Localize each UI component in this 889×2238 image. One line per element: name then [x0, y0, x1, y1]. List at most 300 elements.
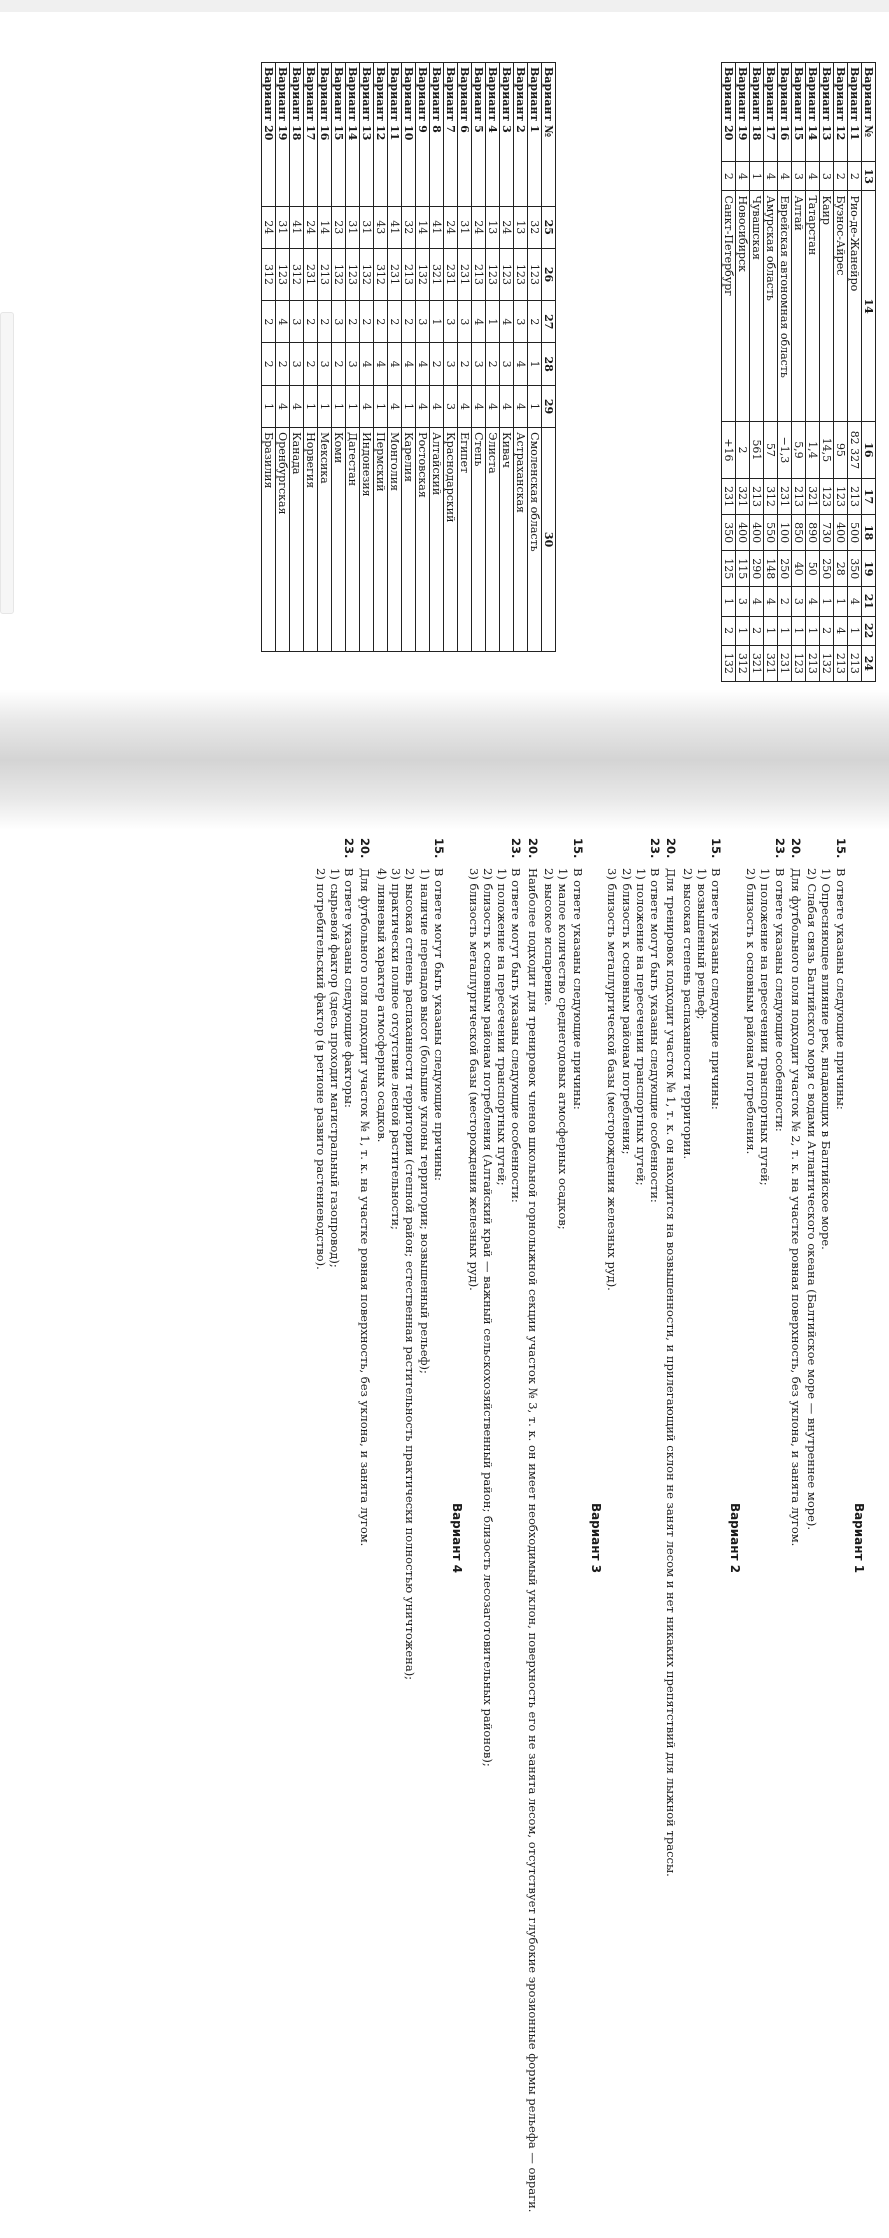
- table-cell: 321: [806, 479, 820, 515]
- table-cell: 312: [262, 248, 276, 300]
- table-cell: 4: [500, 301, 514, 343]
- table-row: [528, 63, 542, 652]
- table-cell: 1: [304, 385, 318, 427]
- v2-answer-15: 15. В ответе указаны следующие причины: 1) возвышенный рельеф; 2) высокая степень распаханности территории.: [680, 838, 724, 1160]
- table-cell: Индонезия: [360, 428, 374, 652]
- table-cell: 4: [458, 385, 472, 427]
- table-cell: Норвегия: [304, 428, 318, 652]
- table-cell: 1: [528, 343, 542, 385]
- table-cell: Вариант 1: [528, 63, 542, 207]
- table-cell: Вариант 19: [276, 63, 290, 207]
- table-row: [360, 63, 374, 652]
- table-cell: Алтай: [792, 191, 806, 421]
- table-cell: 132: [820, 645, 834, 681]
- table-cell: Вариант 7: [444, 63, 458, 207]
- header-cell: 13: [862, 162, 876, 191]
- answers-text-rotated: [311, 838, 868, 2238]
- table-row: [402, 63, 416, 652]
- table-row: [388, 63, 402, 652]
- table-cell: 312: [374, 248, 388, 300]
- table-cell: Амурская область: [764, 191, 778, 421]
- table-cell: 4: [750, 587, 764, 616]
- table-cell: 321: [430, 248, 444, 300]
- table-cell: 2: [834, 162, 848, 191]
- table-cell: 730: [820, 515, 834, 551]
- table-cell: 2: [750, 616, 764, 645]
- table-cell: Астраханская: [514, 428, 528, 652]
- table-cell: 1: [736, 616, 750, 645]
- table-cell: 4: [374, 343, 388, 385]
- v4-answer-20: 20. Для футбольного поля подходит участок № 1, т. к. на участке ровная поверхность, без уклона, и занята лугом.: [358, 838, 373, 1547]
- table-cell: 4: [764, 587, 778, 616]
- table-cell: 3: [472, 343, 486, 385]
- table-cell: 43: [374, 206, 388, 248]
- table-cell: Вариант 11: [388, 63, 402, 207]
- header-cell: 17: [862, 479, 876, 515]
- table-cell: 4: [402, 343, 416, 385]
- table-cell: 3: [444, 385, 458, 427]
- table-cell: 4: [276, 301, 290, 343]
- table-cell: 1: [346, 385, 360, 427]
- table-row: [500, 63, 514, 652]
- v1-answer-15: 15. В ответе указаны следующие причины: 1) Опресняющее влияние рек, впадающих в Балтийское море. 2) Слабая связь Балтийского моря с водами Атлантического океана (Балтийское море — внутреннее море).: [805, 838, 848, 1531]
- v2-answer-23: 23. В ответе могут быть указаны следующие особенности: 1) положение на пересечении транспортных путей; 2) близость к основным районам потребления; 3) близость металлургической базы (месторождения железных руд).: [605, 838, 663, 1291]
- table-cell: 4: [806, 587, 820, 616]
- table-row: [792, 63, 806, 682]
- table-cell: 1: [834, 587, 848, 616]
- table-row: [444, 63, 458, 652]
- table-cell: 500: [848, 515, 862, 551]
- variant-1-title: Вариант 1: [852, 1502, 866, 1574]
- table-cell: 4: [514, 385, 528, 427]
- table-cell: 1: [318, 385, 332, 427]
- table-cell: 4: [736, 162, 750, 191]
- table-cell: 2: [374, 301, 388, 343]
- table-cell: 1: [374, 385, 388, 427]
- table-cell: 28: [834, 551, 848, 587]
- table-cell: 14,5: [820, 421, 834, 478]
- table-row: [736, 63, 750, 682]
- table-cell: 4: [416, 343, 430, 385]
- table-cell: 95: [834, 421, 848, 478]
- v3-answer-23: 23. В ответе могут быть указаны следующие особенности: 1) положение на пересечении транспортных путей; 2) близость к основным районам потребления (Алтайский край — важный сельскохозяйственный район; близость лесозаготовительных районов); 3) близость металлургической базы (месторождения железных руд).: [466, 838, 524, 1767]
- header-cell: 30: [542, 428, 556, 652]
- table-row: [276, 63, 290, 652]
- v3-answer-15: 15. В ответе указаны следующие причины: 1) малое количество среднегодовых атмосферных осадков; 2) высокое испарение.: [542, 838, 585, 1230]
- table-cell: 1,4: [806, 421, 820, 478]
- table-cell: 41: [290, 206, 304, 248]
- table-cell: 400: [750, 515, 764, 551]
- table-cell: 1: [486, 301, 500, 343]
- table-cell: 3: [290, 301, 304, 343]
- table-cell: 213: [402, 248, 416, 300]
- table-cell: Еврейская автономная область: [778, 191, 792, 421]
- table-cell: 4: [764, 162, 778, 191]
- table-cell: 24: [472, 206, 486, 248]
- table-cell: Вариант 13: [360, 63, 374, 207]
- table-cell: 132: [416, 248, 430, 300]
- answer-table-variants-1-20: [261, 62, 556, 652]
- table-cell: 2: [262, 301, 276, 343]
- table-cell: 321: [736, 479, 750, 515]
- table-cell: 123: [346, 248, 360, 300]
- table-cell: 13: [514, 206, 528, 248]
- table-cell: 123: [486, 248, 500, 300]
- table-cell: 50: [806, 551, 820, 587]
- table-cell: 231: [778, 479, 792, 515]
- table-cell: 1: [848, 616, 862, 645]
- table-cell: 4: [472, 301, 486, 343]
- table-row: [764, 63, 778, 682]
- table-cell: Степь: [472, 428, 486, 652]
- table-cell: 2: [722, 616, 736, 645]
- table-cell: 4: [806, 162, 820, 191]
- table-cell: 2: [304, 301, 318, 343]
- table-cell: 2: [304, 343, 318, 385]
- table-cell: Оренбургская: [276, 428, 290, 652]
- table-cell: 3: [318, 343, 332, 385]
- table-cell: 1: [402, 385, 416, 427]
- header-cell: 22: [862, 616, 876, 645]
- table-cell: 2: [276, 343, 290, 385]
- header-cell: 19: [862, 551, 876, 587]
- table-cell: 123: [276, 248, 290, 300]
- table-cell: 2: [736, 421, 750, 478]
- table-cell: 2: [332, 343, 346, 385]
- table-cell: 213: [848, 479, 862, 515]
- table-cell: 31: [346, 206, 360, 248]
- table-cell: Вариант 18: [290, 63, 304, 207]
- table-cell: Вариант 9: [416, 63, 430, 207]
- header-cell: 29: [542, 385, 556, 427]
- table-cell: 125: [722, 551, 736, 587]
- table-cell: 2: [346, 301, 360, 343]
- table-cell: 31: [458, 206, 472, 248]
- table-cell: Вариант 8: [430, 63, 444, 207]
- table-cell: Вариант 2: [514, 63, 528, 207]
- table-row: [750, 63, 764, 682]
- table-cell: 31: [360, 206, 374, 248]
- table-cell: 350: [722, 515, 736, 551]
- table-row: [848, 63, 862, 682]
- table-cell: Вариант 17: [304, 63, 318, 207]
- table-cell: Татарстан: [806, 191, 820, 421]
- table-cell: Вариант 10: [402, 63, 416, 207]
- table-cell: 3: [792, 587, 806, 616]
- page-edge-left: [0, 312, 14, 614]
- table-cell: 321: [750, 645, 764, 681]
- table-header-row: [542, 63, 556, 652]
- table-cell: 24: [304, 206, 318, 248]
- table-cell: 3: [458, 301, 472, 343]
- table-cell: 5,9: [792, 421, 806, 478]
- table-row: [332, 63, 346, 652]
- table-cell: 132: [332, 248, 346, 300]
- table-cell: 123: [834, 479, 848, 515]
- table-cell: 123: [792, 645, 806, 681]
- table-row: [262, 63, 276, 652]
- table-row: [318, 63, 332, 652]
- table-cell: 24: [444, 206, 458, 248]
- table-cell: Монголия: [388, 428, 402, 652]
- table-cell: 1: [778, 616, 792, 645]
- table-cell: 3: [290, 343, 304, 385]
- table-cell: 2: [388, 301, 402, 343]
- table-cell: Каир: [820, 191, 834, 421]
- table-cell: Алтайский: [430, 428, 444, 652]
- table-cell: 290: [750, 551, 764, 587]
- table-cell: 82 327: [848, 421, 862, 478]
- table-cell: 4: [848, 587, 862, 616]
- table-cell: 890: [806, 515, 820, 551]
- top-bar: [0, 0, 889, 12]
- table-variants-1-20-rotated: [261, 62, 556, 652]
- header-cell: 25: [542, 206, 556, 248]
- table-cell: Смоленская область: [528, 428, 542, 652]
- table-cell: 2: [820, 616, 834, 645]
- table-cell: 1: [430, 301, 444, 343]
- table-cell: Элиста: [486, 428, 500, 652]
- table-cell: 213: [792, 479, 806, 515]
- table-cell: 23: [332, 206, 346, 248]
- table-cell: 2: [262, 343, 276, 385]
- table-cell: 1: [262, 385, 276, 427]
- table-cell: 213: [806, 645, 820, 681]
- table-cell: 231: [304, 248, 318, 300]
- table-cell: 1: [806, 616, 820, 645]
- table-cell: Ростовская: [416, 428, 430, 652]
- table-row: [416, 63, 430, 652]
- table-cell: +16: [722, 421, 736, 478]
- table-cell: 123: [820, 479, 834, 515]
- table-cell: Буэнос-Айрес: [834, 191, 848, 421]
- table-cell: 400: [834, 515, 848, 551]
- table-cell: 123: [514, 248, 528, 300]
- table-cell: 14: [416, 206, 430, 248]
- table-cell: Вариант 17: [764, 63, 778, 162]
- table-cell: 231: [778, 645, 792, 681]
- table-cell: 3: [444, 301, 458, 343]
- table-cell: 3: [792, 162, 806, 191]
- table-row: [472, 63, 486, 652]
- table-cell: 213: [472, 248, 486, 300]
- table-row: [458, 63, 472, 652]
- table-cell: 40: [792, 551, 806, 587]
- table-cell: 213: [318, 248, 332, 300]
- table-cell: Новосибирск: [736, 191, 750, 421]
- header-cell: Вариант №: [862, 63, 876, 162]
- table-cell: 850: [792, 515, 806, 551]
- table-header-row: [862, 63, 876, 682]
- table-cell: 3: [444, 343, 458, 385]
- table-cell: 2: [722, 162, 736, 191]
- table-cell: 250: [820, 551, 834, 587]
- table-cell: 1: [764, 616, 778, 645]
- v1-answer-23: 23. В ответе указаны следующие особенности: 1) положение на пересечении транспортных путей; 2) близость к основным районам потребления.: [743, 838, 787, 1186]
- table-cell: 1: [332, 385, 346, 427]
- header-cell: 26: [542, 248, 556, 300]
- table-cell: 2: [430, 343, 444, 385]
- table-cell: Вариант 15: [792, 63, 806, 162]
- table-cell: 231: [722, 479, 736, 515]
- table-cell: 4: [388, 343, 402, 385]
- table-cell: Канада: [290, 428, 304, 652]
- table-cell: 115: [736, 551, 750, 587]
- table-cell: 1: [792, 616, 806, 645]
- table-cell: 100: [778, 515, 792, 551]
- table-cell: 321: [764, 645, 778, 681]
- table-cell: 2: [848, 162, 862, 191]
- header-cell: 21: [862, 587, 876, 616]
- table-cell: Вариант 20: [722, 63, 736, 162]
- table-cell: 4: [514, 343, 528, 385]
- table-cell: 231: [444, 248, 458, 300]
- table-cell: 312: [736, 645, 750, 681]
- table-cell: Вариант 13: [820, 63, 834, 162]
- table-row: [834, 63, 848, 682]
- table-cell: Пермский: [374, 428, 388, 652]
- table-cell: Вариант 14: [806, 63, 820, 162]
- header-cell: 16: [862, 421, 876, 478]
- table-cell: 1: [722, 587, 736, 616]
- table-cell: 3: [346, 343, 360, 385]
- table-cell: 4: [360, 343, 374, 385]
- table-row: [346, 63, 360, 652]
- table-cell: Вариант 3: [500, 63, 514, 207]
- table-cell: Мексика: [318, 428, 332, 652]
- table-cell: Бразилия: [262, 428, 276, 652]
- table-row: [806, 63, 820, 682]
- table-cell: 231: [388, 248, 402, 300]
- table-cell: 132: [722, 645, 736, 681]
- table-cell: Вариант 11: [848, 63, 862, 162]
- table-cell: 123: [528, 248, 542, 300]
- table-cell: Вариант 18: [750, 63, 764, 162]
- answer-table-variants-11-20: [721, 62, 876, 682]
- table-cell: 4: [388, 385, 402, 427]
- table-cell: 4: [486, 385, 500, 427]
- v1-answer-20: 20. Для футбольного поля подходит участок № 2, т. к. на участке ровная поверхность, без уклона, и занята лугом.: [788, 838, 803, 1547]
- table-cell: 4: [834, 616, 848, 645]
- table-cell: 1: [820, 587, 834, 616]
- table-cell: 2: [318, 301, 332, 343]
- table-row: [820, 63, 834, 682]
- table-cell: 350: [848, 551, 862, 587]
- table-row: [722, 63, 736, 682]
- table-cell: 24: [500, 206, 514, 248]
- header-cell: Вариант №: [542, 63, 556, 207]
- table-cell: 3: [332, 301, 346, 343]
- table-cell: 4: [276, 385, 290, 427]
- table-cell: Краснодарский: [444, 428, 458, 652]
- header-cell: 14: [862, 191, 876, 421]
- table-cell: Вариант 15: [332, 63, 346, 207]
- table-cell: 57: [764, 421, 778, 478]
- table-cell: Вариант 16: [318, 63, 332, 207]
- table-cell: 231: [458, 248, 472, 300]
- table-row: [304, 63, 318, 652]
- v4-answer-15: 15. В ответе могут быть указаны следующие причины: 1) наличие перепадов высот (большие уклоны территории; возвышенный рельеф); 2) высокая степень распаханности территории (степной район; естественная растительность практически полностью уничтожена); 3) практически полное отсутствие лесной растительности; 4) ливневый характер атмосферных осадков.: [374, 838, 446, 1681]
- table-row: [778, 63, 792, 682]
- table-cell: 312: [764, 479, 778, 515]
- table-cell: Вариант 19: [736, 63, 750, 162]
- table-cell: 32: [528, 206, 542, 248]
- v3-answer-20: 20. Наиболее подходит для тренировок членов школьной горнолыжной секции участок № 3, т. к. он имеет необходимый уклон, поверхность его не занята лесом, отсутствует глубокие эрозионные формы рельефа — овраги.: [525, 838, 540, 2213]
- table-cell: Коми: [332, 428, 346, 652]
- table-cell: 1: [528, 385, 542, 427]
- table-cell: 3: [416, 301, 430, 343]
- table-cell: 3: [820, 162, 834, 191]
- table-cell: 132: [360, 248, 374, 300]
- table-cell: 561: [750, 421, 764, 478]
- variant-3-title: Вариант 3: [588, 1502, 603, 1574]
- table-cell: Египет: [458, 428, 472, 652]
- table-row: [486, 63, 500, 652]
- table-cell: 2: [528, 301, 542, 343]
- table-cell: 2: [778, 587, 792, 616]
- table-cell: 14: [318, 206, 332, 248]
- table-row: [290, 63, 304, 652]
- table-cell: 213: [834, 645, 848, 681]
- table-cell: 3: [514, 301, 528, 343]
- variant-2-title: Вариант 2: [727, 1502, 742, 1574]
- table-cell: Вариант 16: [778, 63, 792, 162]
- header-cell: 28: [542, 343, 556, 385]
- table-row: [514, 63, 528, 652]
- table-cell: Вариант 14: [346, 63, 360, 207]
- table-cell: 13: [486, 206, 500, 248]
- table-variants-11-20-rotated: [721, 62, 876, 682]
- table-cell: Вариант 6: [458, 63, 472, 207]
- table-cell: 148: [764, 551, 778, 587]
- table-cell: Дагестан: [346, 428, 360, 652]
- table-cell: 4: [416, 385, 430, 427]
- table-cell: 4: [778, 162, 792, 191]
- table-cell: Кивач: [500, 428, 514, 652]
- header-cell: 18: [862, 515, 876, 551]
- table-cell: 31: [276, 206, 290, 248]
- header-cell: 24: [862, 645, 876, 681]
- table-cell: −1,3: [778, 421, 792, 478]
- table-cell: 2: [486, 343, 500, 385]
- table-cell: 213: [750, 479, 764, 515]
- table-cell: 4: [360, 385, 374, 427]
- table-cell: 41: [388, 206, 402, 248]
- table-cell: 3: [500, 343, 514, 385]
- table-cell: 123: [500, 248, 514, 300]
- table-cell: 4: [500, 385, 514, 427]
- table-cell: 550: [764, 515, 778, 551]
- table-cell: Вариант 4: [486, 63, 500, 207]
- table-cell: 2: [360, 301, 374, 343]
- table-cell: Санкт-Петербург: [722, 191, 736, 421]
- table-cell: 4: [290, 385, 304, 427]
- table-cell: 400: [736, 515, 750, 551]
- table-cell: 213: [848, 645, 862, 681]
- table-cell: 41: [430, 206, 444, 248]
- table-cell: 4: [472, 385, 486, 427]
- variant-4-title: Вариант 4: [450, 1502, 465, 1574]
- table-cell: Вариант 12: [834, 63, 848, 162]
- table-cell: 250: [778, 551, 792, 587]
- table-cell: Вариант 12: [374, 63, 388, 207]
- table-cell: 4: [430, 385, 444, 427]
- table-cell: Рио-де-Жанейро: [848, 191, 862, 421]
- v2-answer-20: 20. Для тренировок подходит участок № 1, т. к. он находится на возвышенности, и прилегающий склон не занят лесом и нет никаких препятствий для лыжной трассы.: [664, 838, 679, 1877]
- table-cell: Карелия: [402, 428, 416, 652]
- table-cell: 1: [750, 162, 764, 191]
- table-cell: Вариант 5: [472, 63, 486, 207]
